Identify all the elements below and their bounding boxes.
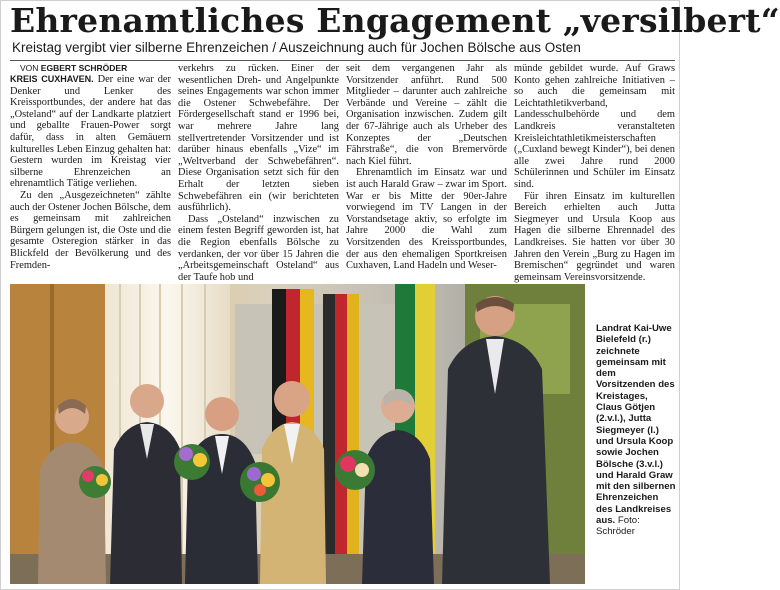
paragraph: seit dem vergangenen Jahr als Vorsitzender anführt. Rund 500 Mitglieder – darunter auch zahlreiche Verbände und Vereine – zählt die Organisation inzwischen. Zudem gilt der 67-Jährige auch als Urheber des Konzeptes der „Deutschen Fährstraße“, die von Bremervörde nach Kiel führt. <box>346 63 507 167</box>
paragraph: Ehrenamtlich im Einsatz war und ist auch Harald Graw – zwar im Sport. War er bis Mitte der 90er-Jahre vorwiegend im TV Langen in der Vorstandsetage aktiv, so erfolgte im Jahre 2000 die Wahl zum Vorsitzenden des Kreissportbundes, der aus den ehemaligen Sportkreisen Cuxhaven, Land Hadeln und Weser- <box>346 167 507 272</box>
article-column-3 <box>346 63 507 272</box>
headline-divider <box>10 60 675 61</box>
caption-text: Landrat Kai-Uwe Bielefeld (r.) zeichnete gemeinsam mit dem Vorsitzenden des Kreistages, Claus Götjen (2.v.l.), Jutta Siegmeyer (l.) und Ursula Koop sowie Jochen Bölsche (3.v.l.) und Harald Graw mit den silbernen Ehrenzeichen des Landkreises aus. <box>596 323 676 527</box>
article-column-4 <box>514 63 675 283</box>
paragraph: verkehrs zu rücken. Einer der wesentlichen Dreh- und Angelpunkte seines Engagements war schon immer die Ostener Schwebefähre. Der Fördergesellschaft stand er 1996 bei, war mehrere Jahre lang stellvertretender Vorsitzender und ist darüber hinaus ebenfalls „Vize“ im „Weltverband der Schwebefähren“. Diese Organisation setzt sich für den Erhalt der letzten sieben Schwebefähren ein (wir berichteten ausführlich). <box>178 63 339 214</box>
paragraph-text: Der eine war der Denker und Lenker des Kreissportbundes, der andere hat das „Osteland“ auf der Landkarte platziert und geballte Frauen-Power sorgt dafür, dass in alten Gemäuern kulturelles Leben Einzug gehalten hat: Gestern wurden im Kreistag vier silberne Ehrenzeichen an ehrenamtlich Tätige verliehen. <box>10 74 171 190</box>
byline <box>10 63 171 74</box>
dateline: KREIS CUXHAVEN. <box>10 74 94 84</box>
author-name: EGBERT SCHRÖDER <box>40 63 128 73</box>
paragraph: münde gebildet wurde. Auf Graws Konto gehen zahlreiche Initiativen – so auch die gemeinsam mit Leichtathletikverband, Landesschulbehörde und dem Landkreis veranstalteten Kreisleichtathletikmeisterschaften („Cuxland bewegt Kinder“), bei denen alle zwei Jahre rund 2000 Schülerinnen und Schüler im Einsatz sind. <box>514 63 675 190</box>
article-headline: Ehrenamtliches Engagement „versilbert“ <box>10 1 780 40</box>
paragraph: Zu den „Ausgezeichneten“ zählte auch der Ostener Jochen Bölsche, dem es gemeinsam mit zahlreichen Bürgern gelungen ist, die Oste und die gesamte Osteregion stärker in das Blickfeld der Bevölkerung und des Fremden- <box>10 189 171 271</box>
photo-illustration <box>10 284 585 584</box>
article-subheadline: Kreistag vergibt vier silberne Ehrenzeichen / Auszeichnung auch für Jochen Bölsche aus Osten <box>12 40 581 55</box>
photo-credit: Foto: Schröder <box>596 515 640 538</box>
paragraph: Dass „Osteland“ inzwischen zu einem festen Begriff geworden ist, hat die Region ebenfalls Bölsche zu verdanken, der vor über 15 Jahren die „Arbeitsgemeinschaft Osteland“ aus der Taufe hob und <box>178 213 339 283</box>
article-column-2 <box>178 63 339 283</box>
article-column-1 <box>10 63 171 271</box>
byline-prefix: VON <box>20 63 39 73</box>
paragraph: Für ihren Einsatz im kulturellen Bereich erhielten auch Jutta Siegmeyer und Ursula Koop aus Hagen die silberne Ehrennadel des Landkreises. Sie hatten vor über 30 Jahren den Verein „Burg zu Hagen im Bremischen“ gegründet und waren gemeinsam Vereinsvorsitzende. <box>514 190 675 283</box>
photo-caption <box>596 323 676 538</box>
award-group-photo <box>10 284 585 584</box>
paragraph <box>10 74 171 190</box>
